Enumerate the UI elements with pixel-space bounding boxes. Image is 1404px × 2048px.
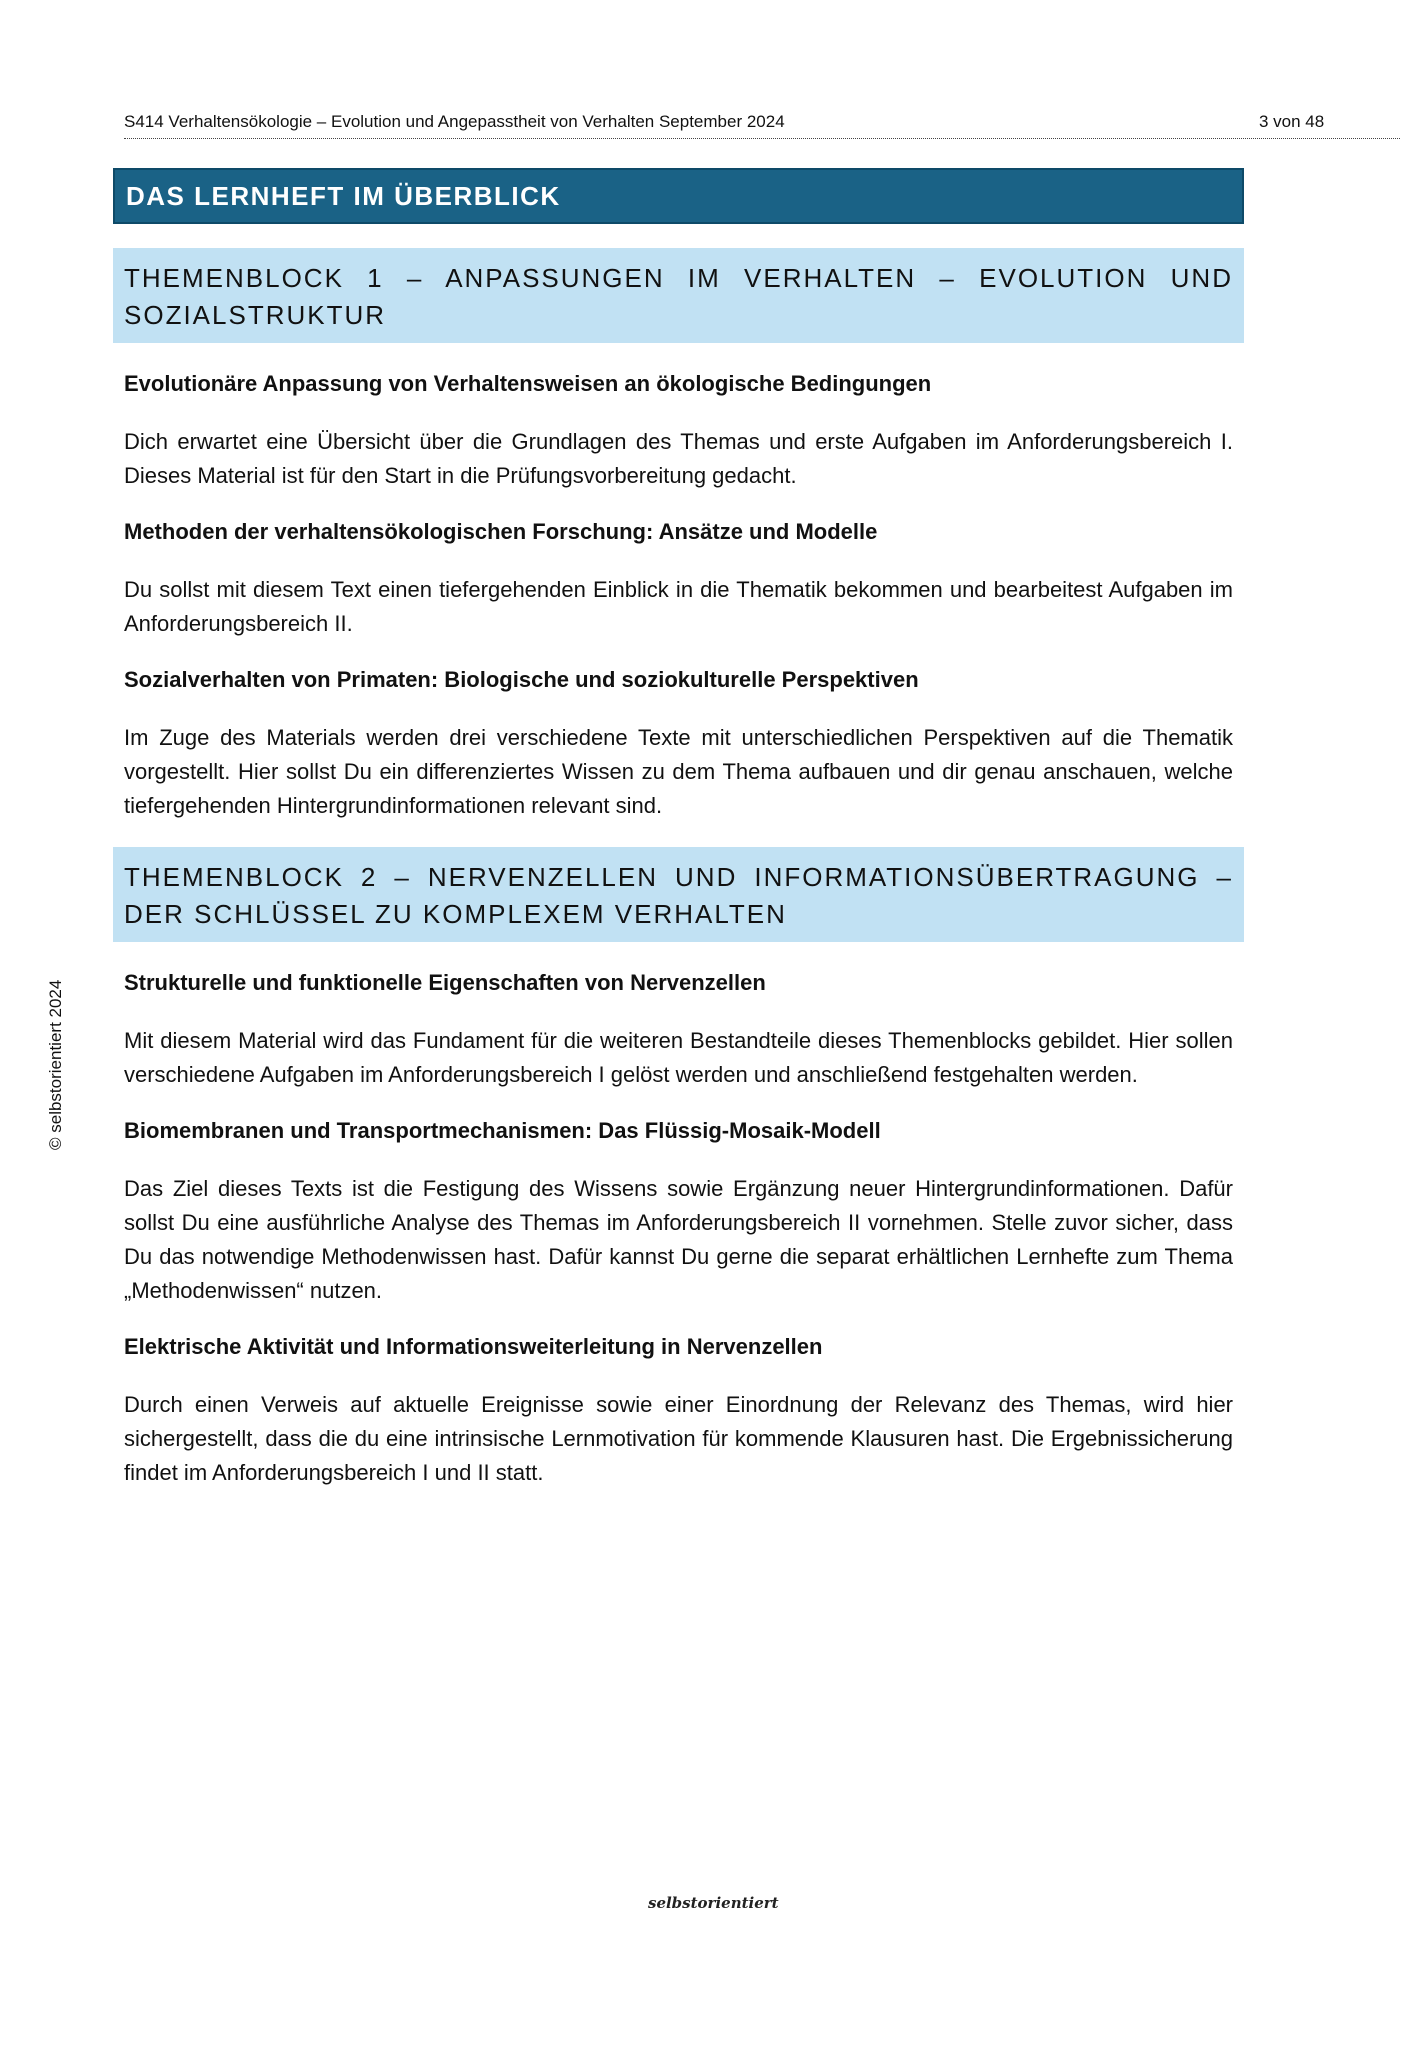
page-number: 3 von 48 [1259,112,1325,131]
item-text: Durch einen Verweis auf aktuelle Ereignisse sowie einer Einordnung der Relevanz des Themas, wird hier sichergestellt, dass die du eine intrinsische Lernmotivation für kommende Klausuren hast. Die Ergebnissicherung findet im Anforderungsbereich I und II statt. [124,1392,1233,1485]
item-text: Du sollst mit diesem Text einen tiefergehenden Einblick in die Thematik bekommen und bearbeitest Aufgaben im Anforderungsbereich II. [124,577,1233,636]
item-heading: Biomembranen und Transportmechanismen: Das Flüssig-Mosaik-Modell [124,1118,881,1143]
item-heading: Elektrische Aktivität und Informationsweiterleitung in Nervenzellen [124,1334,823,1359]
item-text: Mit diesem Material wird das Fundament für die weiteren Bestandteile dieses Themenblocks gebildet. Hier sollen verschiedene Aufgaben im Anforderungsbereich I gelöst werden und anschließend festgehalten werden. [124,1028,1233,1087]
item-heading: Evolutionäre Anpassung von Verhaltensweisen an ökologische Bedingungen [124,371,932,396]
item-heading: Methoden der verhaltensökologischen Forschung: Ansätze und Modelle [124,519,878,544]
item-heading: Sozialverhalten von Primaten: Biologische und soziokulturelle Perspektiven [124,667,919,692]
page-header [124,110,1400,139]
block-title: THEMENBLOCK 2 – NERVENZELLEN UND INFORMATIONSÜBERTRAGUNG – DER SCHLÜSSEL ZU KOMPLEXEM VERHALTEN [113,847,1244,942]
footer-logo: selbstorientiert [648,1894,779,1912]
themenblock-2 [113,847,1244,1490]
main-title: DAS LERNHEFT IM ÜBERBLICK [113,168,1244,224]
block-title: THEMENBLOCK 1 – ANPASSUNGEN IM VERHALTEN – EVOLUTION UND SOZIALSTRUKTUR [113,248,1244,343]
item-heading: Strukturelle und funktionelle Eigenschaften von Nervenzellen [124,970,766,995]
copyright-notice: © selbstorientiert 2024 [46,979,65,1150]
content [113,168,1244,1514]
item-text: Im Zuge des Materials werden drei verschiedene Texte mit unterschiedlichen Perspektiven auf die Thematik vorgestellt. Hier sollst Du ein differenziertes Wissen zu dem Thema aufbauen und dir genau anschauen, welche tiefergehenden Hintergrundinformationen relevant sind. [124,725,1233,818]
header-title: S414 Verhaltensökologie – Evolution und Angepasstheit von Verhalten September 2024 [124,112,785,131]
item-text: Das Ziel dieses Texts ist die Festigung des Wissens sowie Ergänzung neuer Hintergrundinformationen. Dafür sollst Du eine ausführliche Analyse des Themas im Anforderungsbereich II vornehmen. Stelle zuvor sicher, dass Du das notwendige Methodenwissen hast. Dafür kannst Du gerne die separat erhältlichen Lernhefte zum Thema „Methodenwissen“ nutzen. [124,1176,1233,1303]
themenblock-1 [113,248,1244,823]
item-text: Dich erwartet eine Übersicht über die Grundlagen des Themas und erste Aufgaben im Anforderungsbereich I. Dieses Material ist für den Start in die Prüfungsvorbereitung gedacht. [124,429,1233,488]
